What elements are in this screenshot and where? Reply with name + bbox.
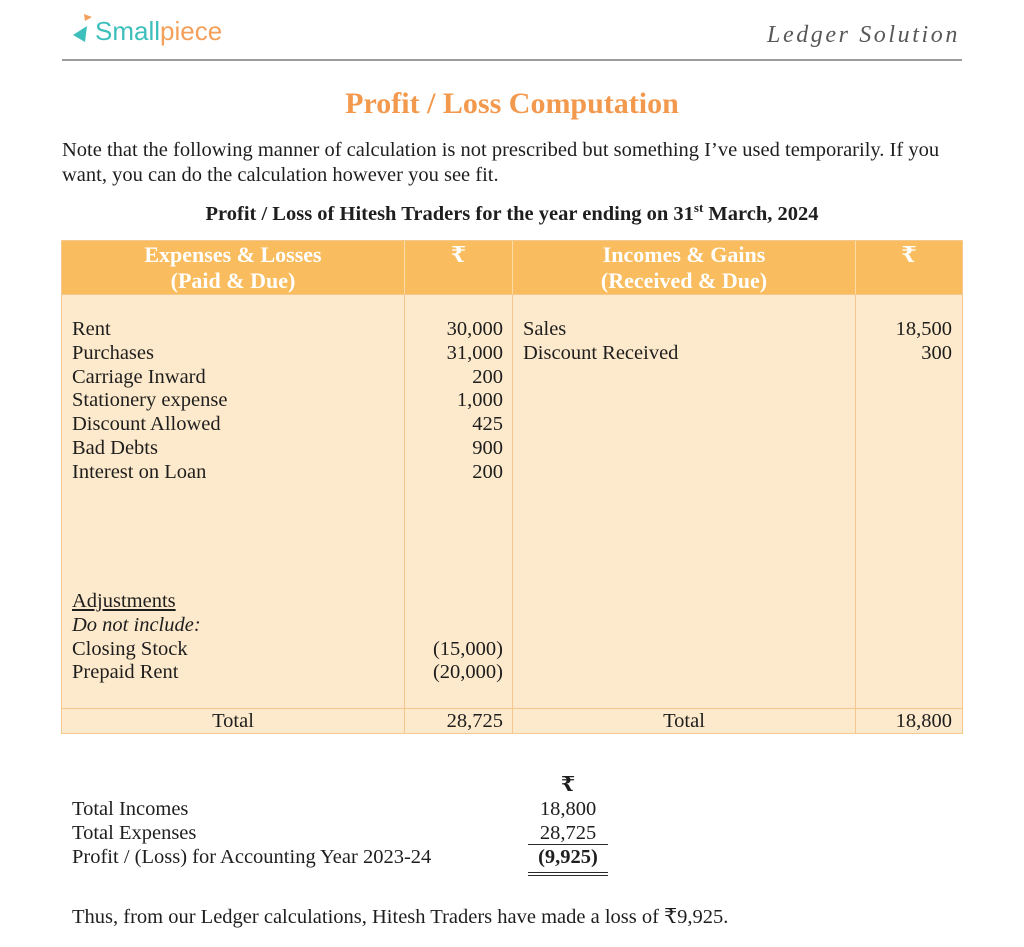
expenses-header-subtitle: (Paid & Due) <box>170 268 296 293</box>
row-spacer <box>405 485 512 590</box>
row-spacer <box>62 485 404 590</box>
adjustments-heading: Adjustments <box>72 589 176 612</box>
summary-currency-row <box>0 773 1024 797</box>
header-divider <box>62 59 962 61</box>
expense-label: Discount Allowed <box>72 413 221 436</box>
incomes-header-title: Incomes & Gains <box>602 242 766 267</box>
summary-amount: 28,725 <box>528 821 608 845</box>
incomes-total-amount: 18,800 <box>855 709 962 733</box>
rupee-symbol: ₹ <box>560 774 576 796</box>
expense-amount: 31,000 <box>446 341 503 364</box>
expenses-labels-column <box>62 295 404 708</box>
adjustment-label: Prepaid Rent <box>72 661 179 684</box>
expenses-header-title: Expenses & Losses <box>144 242 322 267</box>
statement-title <box>0 201 1024 227</box>
summary-block <box>0 773 1024 869</box>
expenses-amounts-column <box>404 295 512 708</box>
expense-label: Interest on Loan <box>72 460 207 483</box>
summary-label: Profit / (Loss) for Accounting Year 2023-24 <box>72 846 432 868</box>
expense-amount: 200 <box>472 460 503 483</box>
incomes-column-header <box>512 241 855 294</box>
statement-title-text: Profit / Loss of Hitesh Traders for the year ending on 31 <box>205 203 694 225</box>
rupee-symbol: ₹ <box>901 242 917 267</box>
incomes-labels-column <box>512 295 855 708</box>
summary-amount: 18,800 <box>539 798 597 820</box>
expense-label: Bad Debts <box>72 436 158 459</box>
summary-row-profit-loss <box>0 845 1024 869</box>
profit-loss-table <box>62 241 962 733</box>
logo-wordmark-piece: piece <box>160 16 223 46</box>
expenses-total-amount: 28,725 <box>404 709 512 733</box>
empty-cell <box>405 590 512 614</box>
conclusion-sentence: Thus, from our Ledger calculations, Hitesh Traders have made a loss of ₹9,925. <box>72 905 729 928</box>
table-header-row <box>62 241 962 294</box>
table-total-row <box>62 708 962 733</box>
expense-amount: 1,000 <box>456 389 503 412</box>
incomes-total-label: Total <box>512 709 855 733</box>
summary-row-total-incomes <box>0 797 1024 821</box>
expense-label: Rent <box>72 318 111 340</box>
empty-cell <box>405 614 512 638</box>
logo-wordmark-small: Small <box>95 16 161 46</box>
expense-label: Purchases <box>72 341 154 364</box>
page-title: Profit / Loss Computation <box>345 87 679 120</box>
incomes-amount-column-header <box>855 241 962 294</box>
document-label: Ledger Solution <box>767 22 960 48</box>
note-paragraph: Note that the following manner of calculation is not prescribed but something I’ve used temporarily. If you want, you can do the calculation however you see fit. <box>62 138 940 186</box>
summary-row-total-expenses <box>0 821 1024 845</box>
expense-amount: 900 <box>472 436 503 459</box>
expense-label: Stationery expense <box>72 389 228 412</box>
expenses-total-label: Total <box>212 710 254 732</box>
summary-net-result: (9,925) <box>528 845 608 869</box>
income-amount: 300 <box>921 341 952 364</box>
expense-amount: 30,000 <box>446 318 503 340</box>
expenses-column-header <box>62 241 404 294</box>
table-body <box>62 294 962 708</box>
income-label: Sales <box>523 318 567 340</box>
summary-label: Total Incomes <box>72 798 189 820</box>
incomes-header-subtitle: (Received & Due) <box>600 268 768 293</box>
summary-label: Total Expenses <box>72 822 197 844</box>
income-label: Discount Received <box>523 341 679 364</box>
income-amount: 18,500 <box>895 318 952 340</box>
adjustments-instruction: Do not include: <box>72 613 201 636</box>
expense-amount: 425 <box>472 413 503 436</box>
statement-title-date: March, 2024 <box>703 203 819 225</box>
smallpiece-logo-icon <box>71 13 93 43</box>
expense-label: Carriage Inward <box>72 365 206 388</box>
adjustment-label: Closing Stock <box>72 637 188 660</box>
incomes-amounts-column <box>855 295 962 708</box>
adjustment-amount: (15,000) <box>432 637 503 660</box>
rupee-symbol: ₹ <box>450 242 467 267</box>
statement-title-ordinal-suffix: st <box>693 200 704 216</box>
expenses-amount-column-header <box>404 241 512 294</box>
expense-amount: 200 <box>472 365 503 388</box>
adjustment-amount: (20,000) <box>432 661 503 684</box>
smallpiece-logo-wordmark <box>95 16 222 46</box>
